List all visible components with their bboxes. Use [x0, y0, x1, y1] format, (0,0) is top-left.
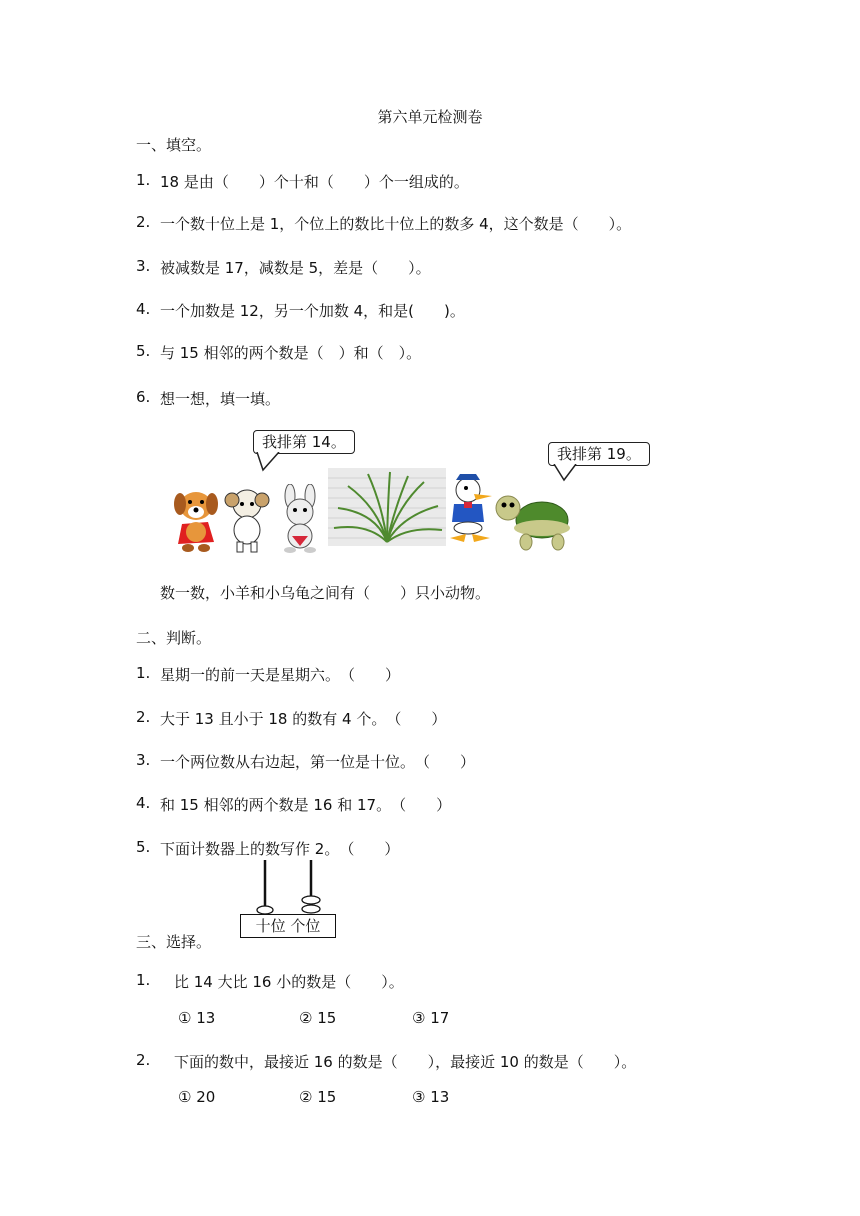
turtle-icon	[492, 490, 576, 552]
page-title: 第六单元检测卷	[377, 108, 483, 126]
rabbit-icon	[272, 484, 328, 554]
option: ① 20	[178, 1088, 216, 1106]
speech-bubble-right: 我排第 19。	[548, 442, 650, 466]
question-number: 6.	[136, 388, 151, 406]
question-number: 5.	[136, 838, 151, 856]
question-text: 大于 13 且小于 18 的数有 4 个。 （ ）	[160, 710, 447, 728]
option: ③ 13	[412, 1088, 450, 1106]
question-text: 被减数是 17，减数是 5，差是（ ）。	[160, 259, 431, 277]
question-number: 4.	[136, 300, 151, 318]
duck-icon	[446, 474, 494, 542]
option: ③ 17	[412, 1009, 450, 1027]
question-text: 下面的数中，最接近 16 的数是（ ），最接近 10 的数是（ ）。	[174, 1053, 637, 1071]
question-text: 想一想，填一填。	[160, 390, 281, 408]
section-heading-fill: 一、填空。	[136, 136, 212, 154]
grass-icon	[328, 468, 446, 546]
speech-bubble-tail-icon	[550, 464, 580, 484]
question-text: 星期一的前一天是星期六。 （ ）	[160, 666, 401, 684]
question-number: 2.	[136, 213, 151, 231]
question-text: 下面计数器上的数写作 2。 （ ）	[160, 840, 400, 858]
question-number: 3.	[136, 257, 151, 275]
section-heading-choice: 三、选择。	[136, 933, 212, 951]
question-text: 和 15 相邻的两个数是 16 和 17。 （ ）	[160, 796, 452, 814]
question-text: 一个两位数从右边起，第一位是十位。 （ ）	[160, 753, 476, 771]
dog-icon	[168, 486, 224, 554]
question-number: 2.	[136, 708, 151, 726]
question-text: 18 是由（ ）个十和（ ）个一组成的。	[160, 173, 469, 191]
question-text: 与 15 相邻的两个数是（ ）和（ ）。	[160, 344, 422, 362]
question-number: 1.	[136, 664, 151, 682]
abacus-label: 十位 个位	[240, 914, 336, 938]
question-number: 1.	[136, 971, 151, 989]
question-number: 1.	[136, 171, 151, 189]
question-number: 4.	[136, 794, 151, 812]
option: ② 15	[299, 1009, 337, 1027]
option: ① 13	[178, 1009, 216, 1027]
question-text: 比 14 大比 16 小的数是（ ）。	[174, 973, 404, 991]
question-text: 一个加数是 12，另一个加数 4，和是( )。	[160, 302, 465, 320]
question-number: 3.	[136, 751, 151, 769]
speech-bubble-tail-icon	[255, 452, 285, 472]
question-number: 2.	[136, 1051, 151, 1069]
sheep-icon	[222, 486, 272, 554]
option: ② 15	[299, 1088, 337, 1106]
question-number: 5.	[136, 342, 151, 360]
question-text: 一个数十位上是 1，个位上的数比十位上的数多 4，这个数是（ ）。	[160, 215, 632, 233]
speech-bubble-left: 我排第 14。	[253, 430, 355, 454]
count-question: 数一数，小羊和小乌龟之间有（ ）只小动物。	[160, 584, 491, 602]
section-heading-judge: 二、判断。	[136, 629, 212, 647]
